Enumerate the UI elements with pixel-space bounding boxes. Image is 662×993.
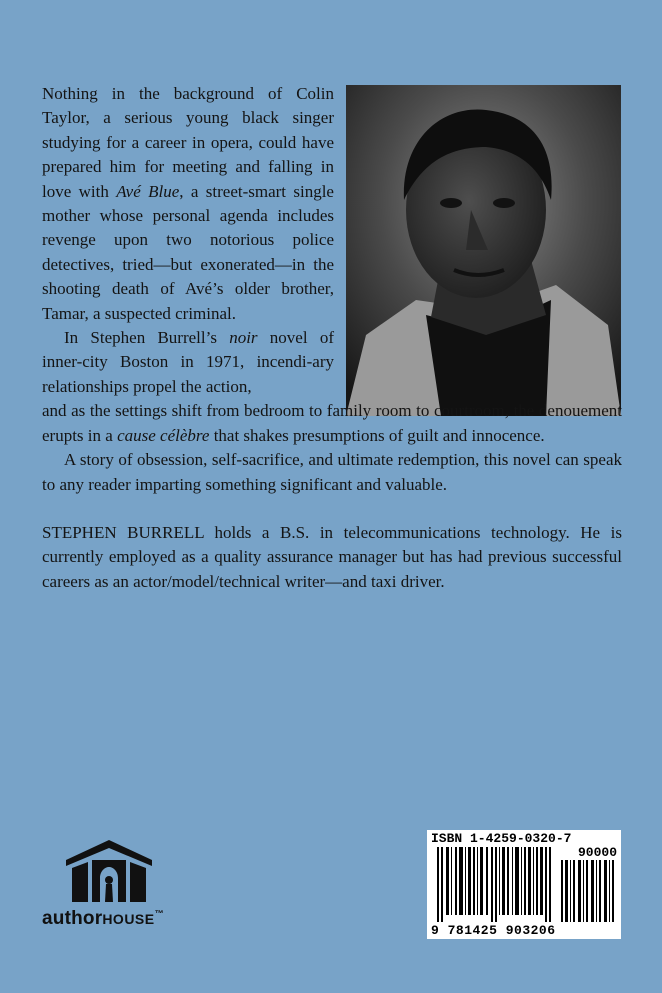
book-title: Avé Blue [116, 181, 180, 201]
blurb-p2-italic-noir: noir [229, 328, 258, 348]
publisher-name-upper: HOUSE [102, 911, 155, 927]
blurb-p1-start: Nothing in the background of Colin Taylor, a serious young black singer studying for a career in opera, could have prepared him for meeting and falling in love with [42, 84, 334, 201]
blurb-p2-c: and as the settings shift from bedroom to family room to courtroom, the denouement erupts in a [42, 401, 622, 445]
blurb-paragraph-1 [42, 82, 334, 326]
blurb-p1-end: , a street-smart single mother whose personal agenda includes revenge upon two notorious police detectives, tried—but exonerated—in the shooting death of Avé’s older brother, Tamar, a suspected criminal. [42, 181, 334, 323]
ean-barcode-bars [437, 847, 557, 922]
blurb-paragraph-3: A story of obsession, self-sacrifice, and ultimate redemption, this novel can speak to any reader imparting something significant and valuable. [42, 450, 622, 494]
house-arch-logo-icon [64, 838, 154, 904]
back-cover-text [42, 82, 622, 594]
blurb-paragraph-2b [42, 399, 622, 448]
blurb-paragraph-2a [42, 326, 334, 399]
ean-number: 9 781425 903206 [431, 923, 556, 938]
blurb-p2-italic-cause: cause célèbre [117, 425, 210, 445]
isbn-number: ISBN 1-4259-0320-7 [431, 831, 572, 846]
blurb-p2-a: In Stephen Burrell’s [64, 328, 230, 348]
blurb-p2-d: that shakes presumptions of guilt and innocence. [209, 425, 545, 445]
price-barcode-bars [561, 860, 615, 922]
author-bio: STEPHEN BURRELL holds a B.S. in telecommunications technology. He is currently employed as a quality assurance manager but has had previous successful careers as an actor/model/technical writer—and taxi driver. [42, 522, 622, 591]
price-code: 90000 [577, 845, 617, 860]
publisher-wordmark [42, 908, 164, 930]
blurb-p2-b: novel of inner-city Boston in 1971, incendi-ary relationships propel the action, [42, 328, 334, 396]
publisher-name-lower: author [42, 908, 103, 929]
isbn-barcode [427, 830, 621, 939]
trademark-symbol: ™ [154, 908, 164, 919]
